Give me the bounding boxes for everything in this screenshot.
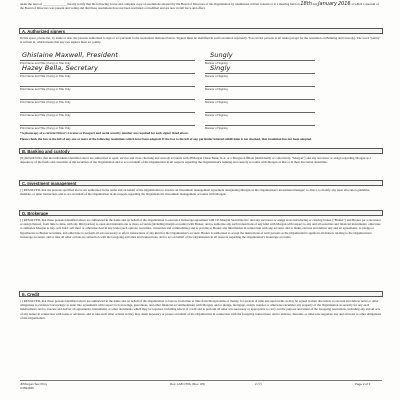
intro-paragraph <box>20 2 382 10</box>
section-a-heading: A. Authorized signers <box>19 28 383 34</box>
signer-manner-label-5: Manner of Signing <box>205 112 228 117</box>
section-e-text: [ ] RESOLVED, that those persons identified above are authorized in the name and on behalf of the Organization to borrow from time to time from Morgan sums of money, for periods of time and upon terms as may be agreed in their discretion, to execute and deliver notes or other obligations to evidence borrowings; to enter into agreements with respect to borrowings, guarantees, and other financial accommodations with Morgan, and to pledge, mortgage, assign, transfer or otherwise encumber any property of the Organization as security for any such indebtedness, and to execute and deliver all agreements, instruments or other documents which may be required, including letters of credit and to perform all other acts necessary or appropriate to carry out the purpose and intent of the foregoing resolutions, including any and all acts of any nature in connection with loans or advances, and to take such other actions as they may deem necessary or proper on behalf of the Organization in connection with the foregoing transactions; and to endorse, discount, or otherwise negotiate any and all notes or other obligations of the Organization. <box>20 299 381 320</box>
signer-row-3 <box>20 78 382 89</box>
section-c-heading: C. Investment management <box>19 180 383 186</box>
section-b-text: [X] RESOLVED, that the individuals identified above are authorized to open, service and close checking and custody accounts with JPMorgan Chase Bank, N.A. or a Morgan Affiliate (individually or collectively, "Morgan") and any successor or assign regarding Morgan as a depository of the funds and custodian of the securities of the Organization and to act on behalf of the Organization in all respects regarding the Organization's banking and custody accounts with Morgan as that or in their discretion determine. <box>20 156 372 165</box>
footer-rule <box>20 380 382 381</box>
intro-text-before: under the laws of _______________ hereby certify that the following is true and complete copy of resolutions adopted by the Board of Directors of the Organization by unanimous written consent or at a meeting held on <box>20 2 300 6</box>
footer-code: C3594946 <box>20 386 34 390</box>
handwritten-year: 2016 <box>337 1 351 7</box>
footer-form-id: Doc. 1AB CTRL (Rev. 3/6) <box>170 382 206 386</box>
signer-manner-label-4: Manner of Signing <box>205 99 228 104</box>
signer-manner-label-3: Manner of Signing <box>205 86 228 91</box>
section-e-heading: E. Credit <box>19 291 383 297</box>
signer-name-label-1: Print Name and Title (If any) or Title Only <box>20 60 71 65</box>
section-b-heading: B. Banking and custody <box>19 148 383 154</box>
footer-page-number: Page 2 of 3 <box>355 382 371 386</box>
intro-text-of: day <box>312 2 318 6</box>
signer-row-2 <box>20 65 382 76</box>
footer-right: 2 (©) <box>255 382 262 386</box>
signer-name-label-3: Print Name and Title (If any) or Title Only <box>20 86 71 91</box>
footer-left: JPMorgan Sec Privy <box>20 382 48 386</box>
handwritten-day: 18th <box>300 1 312 7</box>
signer-name-label-5: Print Name and Title (If any) or Title Only <box>20 112 71 117</box>
signer-row-6 <box>20 117 382 128</box>
handwritten-month: January <box>318 1 338 7</box>
signer-row-4 <box>20 91 382 102</box>
signer-row-1 <box>20 52 382 63</box>
signer-manner-label-1: Manner of Signing <box>205 60 228 65</box>
signer-manner-1: Sungly <box>210 51 233 59</box>
signer-row-5 <box>20 104 382 115</box>
signer-manner-label-6: Manner of Signing <box>205 125 228 130</box>
signer-manner-2: Singly <box>210 64 231 72</box>
intro-text-after: at which a quorum of the Board of Directors was present and voting and that these resolutions have not been rescinded or modified and are now in full force and effect. <box>20 2 379 11</box>
section-a-note-checkbox: Please check the box to the left of any one or more of the following resolutions which have been adopted. If the box to the left of any particular lettered subdivision is not checked, that resolution has not been adopted. <box>20 137 312 141</box>
signer-name-label-4: Print Name and Title (If any) or Title Only <box>20 99 71 104</box>
section-d-heading: D. Brokerage <box>19 210 383 216</box>
signer-name-2: Hazey Bella, Secretary <box>22 64 99 72</box>
section-c-text: [ ] RESOLVED, that the persons specified above are authorized in the name and on behalf of the Organization to execute an investment management agreement designating Morgan as the Organization's investment manager; to direct, to modify any asset allocation guideline, mandate, or other instruction, and to act on behalf of the Organization in all respects regarding the Organization's investment management accounts with Morgan. <box>20 188 370 197</box>
signer-name-label-6: Print Name and Title (If any) or Title Only <box>20 125 71 130</box>
section-a-note-id: *A photocopy of a current Driver's License or Passport and social security number are required for each signer listed above. <box>20 131 189 135</box>
signer-name-label-2: Print Name and Title (If any) or Title Only <box>20 73 71 78</box>
section-a-text: In this space, please list, by name or title, the persons authorized to sign or act pursuant to the resolutions indicated below. Signers must be identified in each resolution separately. You can list persons at all ranks (except for the resolution on Banking and Custody). The word "jointly" is written in, which means that any two signers must act jointly. <box>20 36 381 45</box>
section-d-text: [ ] RESOLVED, that those persons identified above are authorized in the name and on behalf of the Organization to execute a brokerage agreement with J.P. Morgan Securities Inc. and any successor or assign as its introducing or clearing broker ("Broker") and Broker (or a successor or assign thereof, from time to time, with any third parties) to open and maintain one or more accounts (including margin accounts) with Broker, and to authorize any such transactions of any kind with Morgan with respect to any and all securities and financial instruments; otherwise to authorize Morgan to buy, sell, hold, sell short or otherwise deal in any trade (such options, securities, currencies and commodities) and to provide to Broker any information in connection with any account, and to make, execute and deliver any and all agreements, to pledge or hypothecate to Broker securities, and otherwise to perform all acts necessary to effect transactions of any kind for the Organization's account. Broker is authorized to accept the instructions of such persons as the Organization's agents in all matters relating to the Organization's brokerage accounts, and to take all other actions in connection with the foregoing activities and transactions, and to act on behalf of the Organization in all respects regarding the Organization's brokerage accounts. <box>20 218 381 239</box>
signer-manner-label-2: Manner of Signing <box>205 73 228 78</box>
signer-name-1: Ghislaine Maxwell, President <box>22 51 119 59</box>
